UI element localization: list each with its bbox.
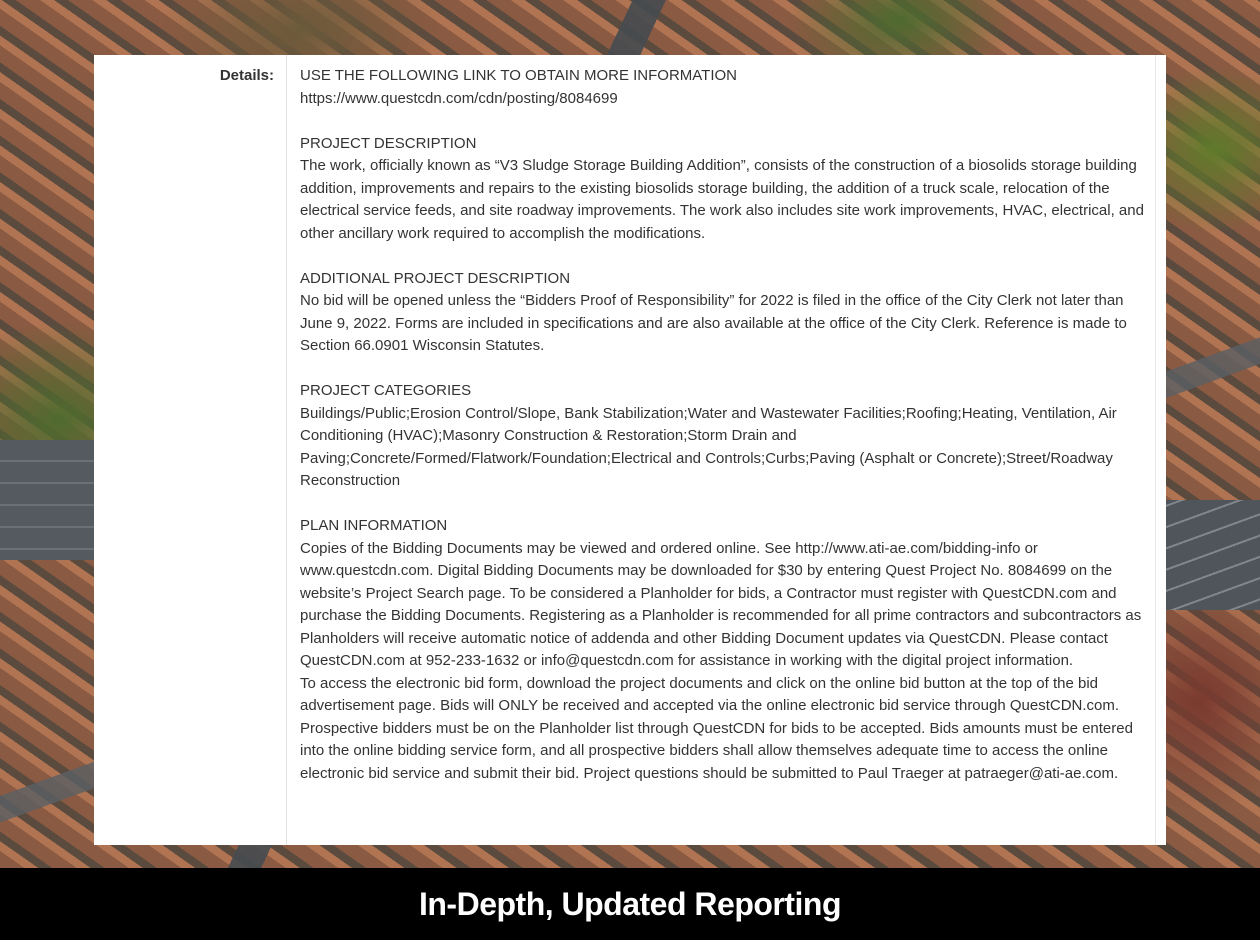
spacer bbox=[300, 245, 1150, 268]
spacer bbox=[300, 358, 1150, 381]
plan-information-heading: PLAN INFORMATION bbox=[300, 517, 448, 534]
details-content bbox=[300, 65, 1150, 785]
additional-description-heading: ADDITIONAL PROJECT DESCRIPTION bbox=[300, 269, 571, 287]
posting-link[interactable]: https://www.questcdn.com/cdn/posting/8084699 bbox=[300, 89, 618, 107]
highway-right bbox=[1166, 500, 1260, 610]
additional-description-text: No bid will be opened unless the “Bidders Proof of Responsibility” for 2022 is filed in the office of the City Clerk not later than June 9, 2022. Forms are included in specifications and are also available at the office of the City Clerk. Reference is made to Section 66.0901 Wisconsin Statutes. bbox=[300, 292, 1127, 354]
footer-banner bbox=[0, 868, 1260, 940]
project-description-text: The work, officially known as “V3 Sludge Storage Building Addition”, consists of the construction of a biosolids storage building addition, improvements and repairs to the existing biosolids storage building, the addition of a truck scale, relocation of the electrical service feeds, and site roadway improvements. The work also includes site work improvements, HVAC, electrical, and other ancillary work required to accomplish the modifications. bbox=[300, 157, 1144, 242]
spacer bbox=[300, 493, 1150, 516]
panel-divider bbox=[1155, 55, 1156, 845]
highway-left bbox=[0, 440, 94, 560]
project-description-heading: PROJECT DESCRIPTION bbox=[300, 134, 477, 152]
link-heading: USE THE FOLLOWING LINK TO OBTAIN MORE INFORMATION bbox=[300, 67, 737, 84]
details-panel bbox=[94, 55, 1166, 845]
label-column bbox=[94, 55, 287, 845]
project-categories-text: Buildings/Public;Erosion Control/Slope, Bank Stabilization;Water and Wastewater Facilities;Roofing;Heating, Ventilation, Air Conditioning (HVAC);Masonry Construction & Restoration;Storm Drain and Paving;Concrete/Formed/Flatwork/Foundation;Electrical and Controls;Curbs;Paving (Asphalt or Concrete);Street/Roadway Reconstruction bbox=[300, 404, 1117, 489]
footer-title: In-Depth, Updated Reporting bbox=[418, 885, 841, 922]
plan-information-paragraph-2: To access the electronic bid form, download the project documents and click on the online bid button at the top of the bid advertisement page. Bids will ONLY be received and accepted via the online electronic bid service through QuestCDN.com. Prospective bidders must be on the Planholder list through QuestCDN for bids to be accepted. Bids amounts must be entered into the online bidding service form, and all prospective bidders shall allow themselves adequate time to access the online electronic bid service and submit their bid. Project questions should be submitted to Paul Traeger at patraeger@ati-ae.com. bbox=[300, 674, 1133, 782]
plan-information-paragraph-1: Copies of the Bidding Documents may be viewed and ordered online. See http://www.ati-ae.com/bidding-info or www.questcdn.com. Digital Bidding Documents may be downloaded for $30 by entering Quest Project No. 8084699 on the website’s Project Search page. To be considered a Planholder for bids, a Contractor must register with QuestCDN.com and purchase the Bidding Documents. Registering as a Planholder is recommended for all prime contractors and subcontractors as Planholders will receive automatic notice of addenda and other Bidding Document updates via QuestCDN. Please contact QuestCDN.com at 952-233-1632 or info@questcdn.com for assistance in working with the digital project information. bbox=[300, 539, 1142, 669]
details-label: Details: bbox=[219, 67, 274, 84]
project-categories-heading: PROJECT CATEGORIES bbox=[300, 382, 472, 399]
spacer bbox=[300, 110, 1150, 133]
